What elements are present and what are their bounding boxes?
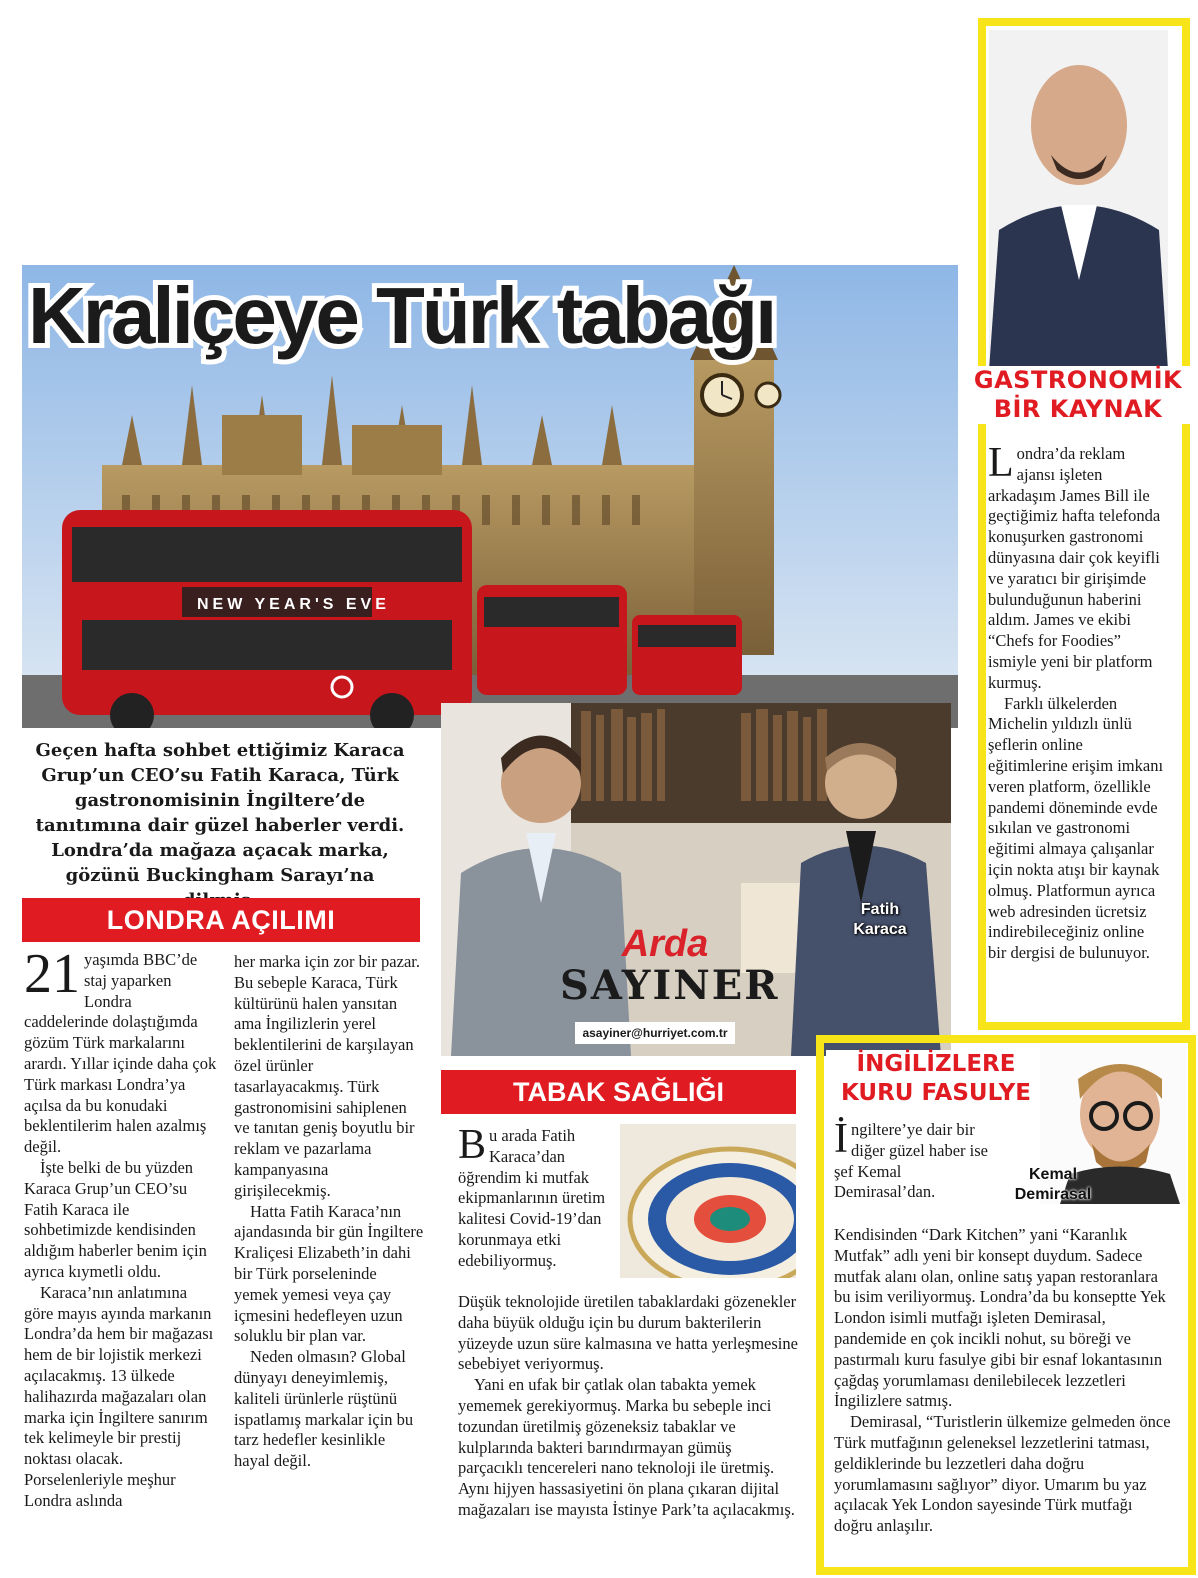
author-email: asayiner@hurriyet.com.tr bbox=[575, 1022, 735, 1044]
paragraph: Düşük teknolojide üretilen tabaklardaki gözenekler daha büyük olduğu için bu durum bakterilerin yüzeyde uzun süre kalmasına ve hatta yerleşmesine sebebiyet veriyormuş. bbox=[458, 1292, 798, 1374]
headline: Kraliçeye Türk tabağı bbox=[28, 271, 775, 360]
plate-photo bbox=[620, 1124, 796, 1278]
portrait-icon bbox=[989, 30, 1168, 370]
author-byline bbox=[560, 923, 780, 1009]
drop-number: 21 bbox=[24, 943, 80, 1005]
section-heading-gastro bbox=[958, 366, 1198, 424]
paragraph: Karaca’nın anlatımına göre mayıs ayında markanın Londra’da hem bir mağazası hem de bir lojistik merkezi açılacakmış. 13 ülkede halihazırda mağazaları olan marka için İngiltere sanırım tek kelimeyle bir prestij noktası olacak. Porselenleriyle meşhur Londra aslında bbox=[24, 1282, 214, 1510]
paragraph: Demirasal, “Turistlerin ülkemize gelmeden önce Türk mutfağının geleneksel lezzetlerini tatması, geldiklerinde bu lezzetleri daha doğru yorumlamasını sağlıyor” diyor. Umarım bu yaz açılacak Yek London sayesinde Türk mutfağı doğru anlaşılır. bbox=[834, 1412, 1171, 1536]
plate-icon bbox=[620, 1124, 796, 1278]
author-first-name: Arda bbox=[621, 923, 709, 965]
paragraph: ngiltere’ye dair bir diğer güzel haber ise şef Kemal Demirasal’dan. bbox=[834, 1120, 988, 1202]
paragraph: yaşımda BBC’de staj yaparken Londra caddelerinde dolaştığımda gözüm Türk markalarını arardı. Yıllar içinde daha çok Türk markası Londra’ya açılsa da bu konudaki beklentilerim halen azalmış değil. bbox=[24, 950, 217, 1157]
londra-column-2 bbox=[234, 952, 424, 1472]
heading-line: GASTRONOMİK bbox=[973, 366, 1183, 394]
heading-line: KURU FASULYE bbox=[840, 1080, 1032, 1106]
author-last-name: SAYINER bbox=[560, 962, 780, 1009]
tabak-intro bbox=[458, 1122, 614, 1272]
photo-caption-fatih: Fatih Karaca bbox=[853, 901, 907, 938]
drop-cap: L bbox=[988, 440, 1014, 486]
drop-cap: İ bbox=[834, 1116, 848, 1162]
paragraph: u arada Fatih Karaca’dan öğrendim ki mutfak ekipmanlarının üretim kalitesi Covid-19’dan korunmaya etki edebiliyormuş. bbox=[458, 1126, 606, 1270]
ingilizlere-body bbox=[834, 1225, 1174, 1537]
photo-caption-kemal: Kemal Demirasal bbox=[1014, 1166, 1092, 1203]
bus-banner: NEW YEAR'S EVE bbox=[197, 596, 390, 613]
lead-paragraph: Geçen hafta sohbet ettiğimiz Karaca Grup’un CEO’su Fatih Karaca, Türk gastronomisinin İngiltere’de tanıtımına dair güzel haberler verdi. Londra’da mağaza açacak marka, gözünü Buckingham Sarayı’na bbox=[35, 740, 405, 886]
tabak-body bbox=[458, 1292, 798, 1521]
heading-line: BİR KAYNAK bbox=[993, 395, 1163, 423]
paragraph: Hatta Fatih Karaca’nın ajandasında bir gün İngiltere Kraliçesi Elizabeth’in dahi bir Türk porseleninde yemek yemesi veya çay içmesini hedefleyen uzun soluklu bir plan var. bbox=[234, 1201, 424, 1346]
gastro-body bbox=[988, 440, 1166, 964]
paragraph: İşte belki de bu yüzden Karaca Grup’un CEO’su Fatih Karaca ile sohbetimizde kendisinden aldığım haberler benim için ayrıca kıymetli oldu. bbox=[24, 1157, 207, 1281]
red-bus-main bbox=[62, 510, 472, 728]
drop-cap: B bbox=[458, 1122, 487, 1168]
paragraph: Farklı ülkelerden Michelin yıldızlı ünlü şeflerin online eğitimlerine erişim imkanı veren platform, özellikle pandemi döneminde evde sıkılan ve gastronomi eğitimi almaya çalışanlar için nokta atışı bir kaynak olmuş. Platformun ayrıca web adresinden ücretsiz indirebileceğiniz online bir dergisi de bulunuyor. bbox=[988, 693, 1164, 963]
section-heading-londra: LONDRA AÇILIMI bbox=[22, 898, 420, 942]
section-heading-ingilizlere bbox=[826, 1050, 1046, 1108]
londra-column-1 bbox=[24, 943, 219, 1512]
section-heading-tabak: TABAK SAĞLIĞI bbox=[441, 1070, 796, 1114]
heading-line: İNGİLİZLERE bbox=[856, 1051, 1016, 1077]
paragraph: ondra’da reklam ajansı işleten arkadaşım James Bill ile geçtiğimiz hafta telefonda konuşurken gastronomi dünyasına dair çok keyifli ve yaratıcı bir girişimde bulunduğunun haberini aldım. James ve ekibi “Chefs for Foodies” ismiyle yeni bir platform kurmuş. bbox=[988, 444, 1161, 692]
paragraph: her marka için zor bir pazar. Bu sebeple Karaca, Türk kültürünü halen yansıtan ama İngilizlerin yerel beklentilerini de karşılayan özel ürünler tasarlayacakmış. Türk gastronomisini sahiplenen ve tanıtan geniş boyutlu bir reklam ve pazarlama kampanyasına girişilecekmiş. bbox=[234, 952, 420, 1200]
columnist-photo bbox=[989, 30, 1168, 370]
paragraph: Neden olmasın? Global dünyayı deneyimlemiş, kaliteli ürünlerle rüştünü ispatlamış markalar için bu tarz hedefler kesinlikle hayal değil. bbox=[234, 1347, 414, 1471]
paragraph: Kendisinden “Dark Kitchen” yani “Karanlık Mutfak” adlı yeni bir konsept duydum. Sadece mutfak alanı olan, online satış yapan restoranlara bu isim veriliyormuş. Londra’da bu konseptte Yek London isimli mutfağı işleten Demirasal, pandemide en çok incikli nohut, su böreği ve pastırmalı kuru fasulye gibi bir esnaf lokantasının çağdaş yorumlaması denilebilecek lezzetleri İngilizlere satmış. bbox=[834, 1225, 1166, 1411]
ingilizlere-intro bbox=[834, 1116, 1004, 1203]
paragraph: Yani en ufak bir çatlak olan tabakta yemek yememek gerekiyormuş. Marka bu sebeple inci tozundan üretilmiş gözeneksiz tabaklar ve kulplarında bakteri barındırmayan gümüş parçacıklı tencereleri nano teknoloji ile üretmiş. Aynı hijyen hassasiyetini ön plana çıkaran dijital mağazaları ise mayısta İstinye Park’ta açılacakmış. bbox=[458, 1375, 795, 1519]
